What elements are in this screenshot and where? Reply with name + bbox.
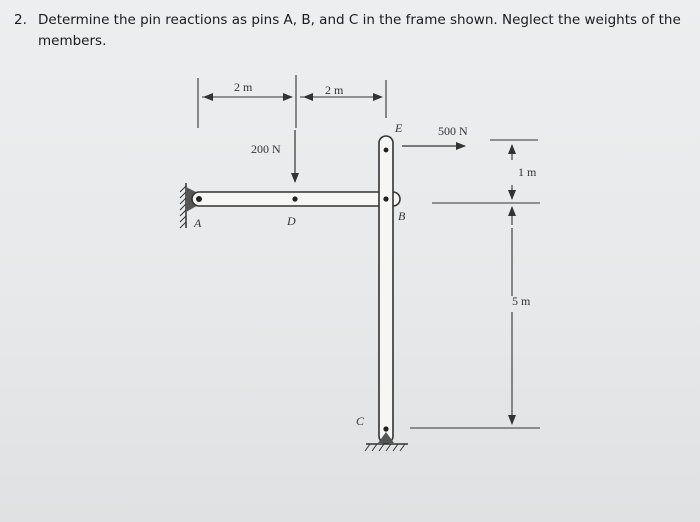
dim-label-top-right: 2 m <box>325 83 344 97</box>
pin-b-marker <box>383 196 388 201</box>
force-label-500n: 500 N <box>438 124 468 138</box>
dim-label-right-top: 1 m <box>518 165 537 179</box>
problem-text: Determine the pin reactions as pins A, B, and C in the frame shown. Neglect the weights of the members. <box>38 12 681 49</box>
pin-c-marker <box>383 426 388 431</box>
ground-support-c <box>365 432 408 451</box>
label-a: A <box>194 216 202 230</box>
label-c: C <box>356 414 365 428</box>
force-label-200n: 200 N <box>251 142 281 156</box>
right-dimension-lines <box>410 140 540 428</box>
top-dimension-lines <box>198 75 386 128</box>
horizontal-member <box>192 192 400 206</box>
problem-number: 2. <box>14 12 27 28</box>
dim-label-top-left: 2 m <box>234 80 253 94</box>
label-d: D <box>287 214 296 228</box>
point-e-marker <box>384 148 389 153</box>
vertical-member <box>379 136 393 443</box>
label-b: B <box>398 209 406 223</box>
point-d-marker <box>292 196 297 201</box>
pin-a-marker <box>196 196 202 202</box>
label-e: E <box>395 121 403 135</box>
dim-label-right-bottom: 5 m <box>512 294 531 308</box>
